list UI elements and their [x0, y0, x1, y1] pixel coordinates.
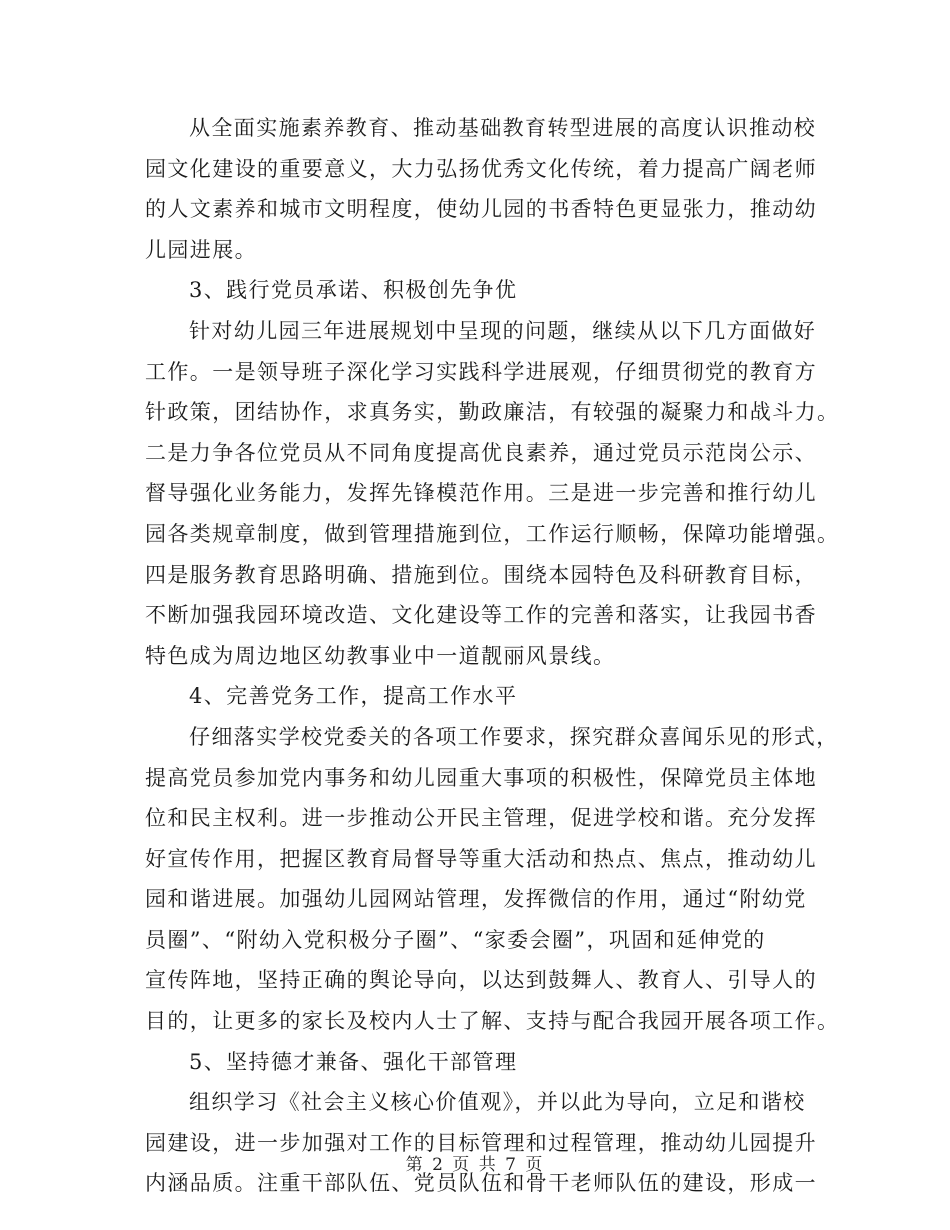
text-line: 宣传阵地，坚持正确的舆论导向，以达到鼓舞人、教育人、引导人的 [145, 968, 817, 993]
text-line: 督导强化业务能力，发挥先锋模范作用。三是进一步完善和推行幼儿 [145, 481, 817, 506]
text-line: 工作。一是领导班子深化学习实践科学进展观，仔细贯彻党的教育方 [145, 359, 817, 384]
text-line: 提高党员参加党内事务和幼儿园重大事项的积极性，保障党员主体地 [145, 765, 817, 790]
text-line: 从全面实施素养教育、推动基础教育转型进展的高度认识推动校 [189, 116, 817, 140]
text-line: 组织学习《社会主义核心价值观》，并以此为导向，立足和谐校 [189, 1090, 806, 1115]
page-footer: 第 2 页 共 7 页 [405, 1155, 545, 1175]
text-line: 目的，让更多的家长及校内人士了解、支持与配合我园开展各项工作。 [145, 1009, 840, 1034]
text-line: 特色成为周边地区幼教事业中一道靓丽风景线。 [145, 643, 616, 668]
text-line: 的人文素养和城市文明程度，使幼儿园的书香特色更显张力，推动幼 [145, 197, 817, 222]
text-line: 4、完善党务工作，提高工作水平 [189, 684, 518, 709]
text-line: 仔细落实学校党委关的各项工作要求，探究群众喜闻乐见的形式， [189, 724, 839, 749]
text-line: 不断加强我园环境改造、文化建设等工作的完善和落实，让我园书香 [145, 603, 817, 628]
text-line: 园各类规章制度，做到管理措施到位，工作运行顺畅，保障功能增强。 [145, 521, 840, 546]
text-line: 员圈”、“附幼入党积极分子圈”、“家委会圈”，巩固和延伸党的 [145, 927, 766, 952]
text-line: 3、践行党员承诺、积极创先争优 [189, 278, 518, 303]
text-line: 针对幼儿园三年进展规划中呈现的问题，继续从以下几方面做好 [189, 318, 817, 343]
text-line: 儿园进展。 [145, 237, 257, 262]
text-line: 园文化建设的重要意义，大力弘扬优秀文化传统，着力提高广阔老师 [145, 156, 817, 181]
text-line: 二是力争各位党员从不同角度提高优良素养，通过党员示范岗公示、 [145, 440, 817, 465]
text-line: 园和谐进展。加强幼儿园网站管理，发挥微信的作用，通过“附幼党 [145, 887, 807, 912]
text-line: 针政策，团结协作，求真务实，勤政廉洁，有较强的凝聚力和战斗力。 [145, 400, 840, 425]
document-body [145, 108, 840, 1204]
text-line: 四是服务教育思路明确、措施到位。围绕本园特色及科研教育目标， [145, 562, 817, 587]
text-line: 好宣传作用，把握区教育局督导等重大活动和热点、焦点，推动幼儿 [145, 846, 817, 871]
text-line: 园建设，进一步加强对工作的目标管理和过程管理，推动幼儿园提升 [145, 1130, 817, 1155]
text-line: 5、坚持德才兼备、强化干部管理 [189, 1049, 518, 1074]
text-line: 内涵品质。注重干部队伍、党员队伍和骨干老师队伍的建设，形成一 [145, 1171, 817, 1196]
text-line: 位和民主权利。进一步推动公开民主管理，促进学校和谐。充分发挥 [145, 806, 817, 831]
